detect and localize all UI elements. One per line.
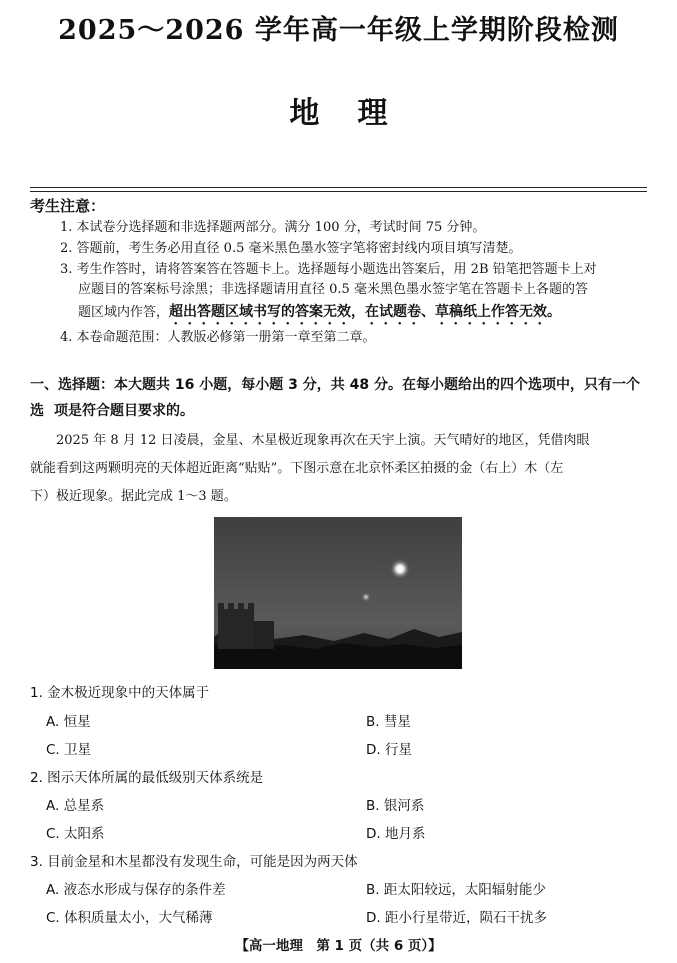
question-3-option-d: D. 距小行星带近，陨石干扰多 [366,910,547,926]
passage-line3: 下）极近现象。据此完成 1～3 题。 [30,489,237,504]
question-3-option-b: B. 距太阳较远，太阳辐射能少 [366,882,546,898]
venus-dot [390,559,410,579]
question-3-stem: 3. 目前金星和木星都没有发现生命，可能是因为两天体 [30,854,358,870]
question-3-option-a: A. 液态水形成与保存的条件差 [46,882,226,898]
notice-item-1: 1. 本试卷分选择题和非选择题两部分。满分 100 分，考试时间 75 分钟。 [60,220,486,235]
divider-bottom [30,191,647,192]
question-1-option-d: D. 行星 [366,742,412,758]
notice-item-3-tail [78,302,658,328]
notice-item-2: 2. 答题前，考生务必用直径 0.5 毫米黑色墨水签字笔将密封线内项目填写清楚。 [60,241,522,256]
question-2-option-a: A. 总星系 [46,798,105,814]
subject-title: 地理 [289,96,426,131]
question-3-option-c: C. 体积质量太小，大气稀薄 [46,910,213,926]
question-2-option-c: C. 太阳系 [46,826,105,842]
page-footer: 【高一地理 第 1 页（共 6 页）】 [235,938,442,954]
notice-heading: 考生注意： [30,197,106,215]
section-heading-line1: 一、选择题：本大题共 16 小题，每小题 3 分，共 48 分。在每小题给出的四个选项中，只有一个选 [30,377,640,419]
question-2-option-b: B. 银河系 [366,798,425,814]
notice-item-4: 4. 本卷命题范围：人教版必修第一册第一章至第二章。 [60,330,376,345]
divider-top [30,187,647,188]
notice-item-3-tail-text: 题区域内作答， [78,305,170,320]
question-2-option-d: D. 地月系 [366,826,426,842]
question-1-stem: 1. 金木极近现象中的天体属于 [30,685,210,701]
notice-item-3: 3. 考生作答时，请将答案答在答题卡上。选择题每小题选出答案后，用 2B 铅笔把答题卡上对 [60,262,597,277]
exam-title: 2025～2026 学年高一年级上学期阶段检测 [58,15,619,46]
night-sky-illustration [214,517,462,669]
notice-item-3-cont: 应题目的答案标号涂黑；非选择题请用直径 0.5 毫米黑色墨水签字笔在答题卡上各题的答 [78,282,588,297]
section-heading-line2: 项是符合题目要求的。 [54,403,194,419]
notice-emphasis: 超出答题区域书写的答案无效，在试题卷、草稿纸上作答无效。 [169,304,562,320]
venus-jupiter-photo [214,517,462,669]
question-1-option-c: C. 卫星 [46,742,92,758]
question-1-option-b: B. 彗星 [366,714,411,730]
jupiter-dot [361,592,371,602]
question-1-option-a: A. 恒星 [46,714,91,730]
passage-line1: 2025 年 8 月 12 日凌晨，金星、木星极近现象再次在天宇上演。天气晴好的地区，凭借肉眼 [56,433,590,448]
question-2-stem: 2. 图示天体所属的最低级别天体系统是 [30,770,264,786]
passage-line2: 就能看到这两颗明亮的天体超近距离“贴贴”。下图示意在北京怀柔区拍摄的金（右上）木（左 [30,461,564,476]
